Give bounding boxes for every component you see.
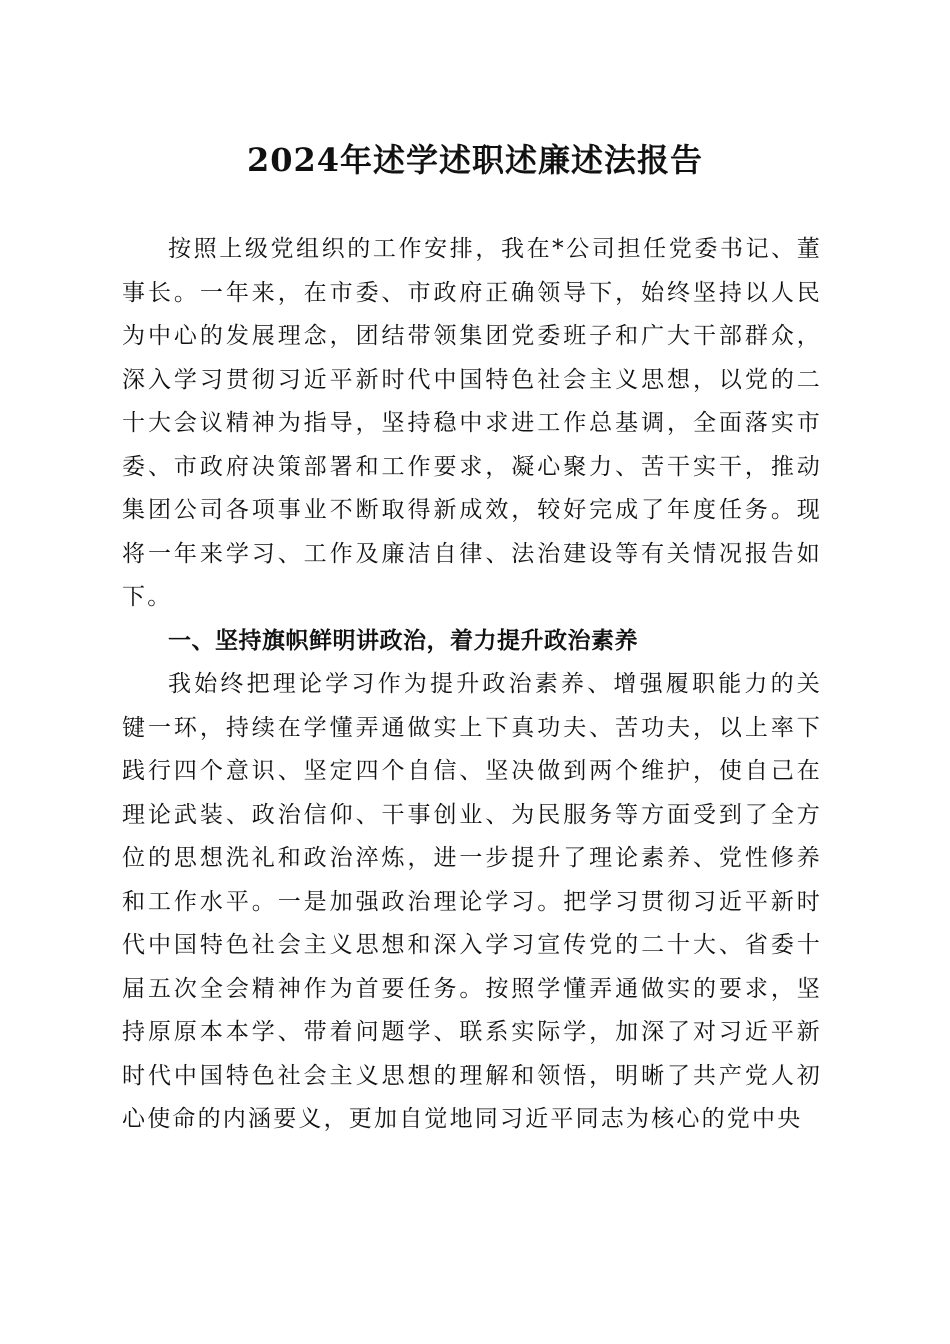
document-body bbox=[122, 228, 822, 1142]
intro-paragraph: 按照上级党组织的工作安排，我在*公司担任党委书记、董事长。一年来，在市委、市政府正确领导下，始终坚持以人民为中心的发展理念，团结带领集团党委班子和广大干部群众，深入学习贯彻习近平新时代中国特色社会主义思想，以党的二十大会议精神为指导，坚持稳中求进工作总基调，全面落实市委、市政府决策部署和工作要求，凝心聚力、苦干实干，推动集团公司各项事业不断取得新成效，较好完成了年度任务。现将一年来学习、工作及廉洁自律、法治建设等有关情况报告如下。 bbox=[122, 236, 822, 610]
section-paragraph-1: 我始终把理论学习作为提升政治素养、增强履职能力的关键一环，持续在学懂弄通做实上下真功夫、苦功夫，以上率下践行四个意识、坚定四个自信、坚决做到两个维护，使自己在理论武装、政治信仰、干事创业、为民服务等方面受到了全方位的思想洗礼和政治淬炼，进一步提升了理论素养、党性修养和工作水平。一是加强政治理论学习。把学习贯彻习近平新时代中国特色社会主义思想和深入学习宣传党的二十大、省委十届五次全会精神作为首要任务。按照学懂弄通做实的要求，坚持原原本本学、带着问题学、联系实际学，加深了对习近平新时代中国特色社会主义思想的理解和领悟，明晰了共产党人初心使命的内涵要义，更加自觉地同习近平同志为核心的党中央 bbox=[122, 671, 822, 1132]
section-heading-1: 一、坚持旗帜鲜明讲政治，着力提升政治素养 bbox=[168, 627, 638, 654]
document-title: 2024年述学述职述廉述法报告 bbox=[246, 141, 704, 179]
